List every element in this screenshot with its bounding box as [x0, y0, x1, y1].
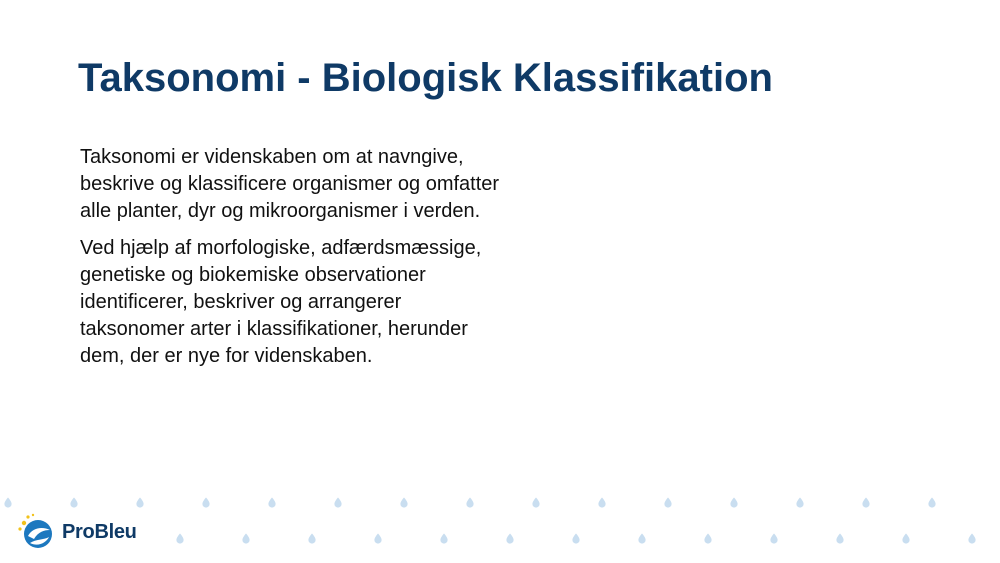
- droplet-icon: [268, 498, 275, 508]
- droplet-icon: [242, 534, 249, 544]
- droplet-icon: [506, 534, 513, 544]
- slide-body: [80, 144, 510, 380]
- droplet-icon: [664, 498, 671, 508]
- droplet-icon: [704, 534, 711, 544]
- paragraph-2: Ved hjælp af morfologiske, adfærdsmæssige, genetiske og biokemiske observationer identificerer, beskriver og arrangerer taksonomer arter i klassifikationer, herunder dem, der er nye for videnskaben.: [80, 237, 482, 367]
- droplet-icon: [572, 534, 579, 544]
- droplet-icon: [308, 534, 315, 544]
- droplet-icon: [968, 534, 975, 544]
- droplet-pattern-icon: [0, 488, 1000, 563]
- droplet-icon: [862, 498, 869, 508]
- droplet-icon: [440, 534, 447, 544]
- droplet-icon: [374, 534, 381, 544]
- droplet-icon: [136, 498, 143, 508]
- slide-title: Taksonomi - Biologisk Klassifikation: [78, 56, 773, 100]
- droplet-icon: [176, 534, 183, 544]
- droplet-icon: [770, 534, 777, 544]
- droplet-icon: [334, 498, 341, 508]
- droplet-icon: [902, 534, 909, 544]
- droplet-icon: [638, 534, 645, 544]
- probleu-logo-icon: [16, 512, 56, 552]
- droplet-icon: [466, 498, 473, 508]
- droplet-icon: [796, 498, 803, 508]
- droplet-icon: [70, 498, 77, 508]
- paragraph-1: Taksonomi er videnskaben om at navngive, beskrive og klassificere organismer og omfatter alle planter, dyr og mikroorganismer i verden.: [80, 146, 500, 222]
- droplet-icon: [532, 498, 539, 508]
- droplet-icon: [598, 498, 605, 508]
- droplet-icon: [400, 498, 407, 508]
- droplet-icon: [730, 498, 737, 508]
- droplet-icon: [4, 498, 11, 508]
- droplet-icon: [202, 498, 209, 508]
- brand-name: ProBleu: [62, 520, 137, 543]
- droplet-icon: [928, 498, 935, 508]
- droplet-icon: [836, 534, 843, 544]
- brand-logo: [16, 512, 137, 552]
